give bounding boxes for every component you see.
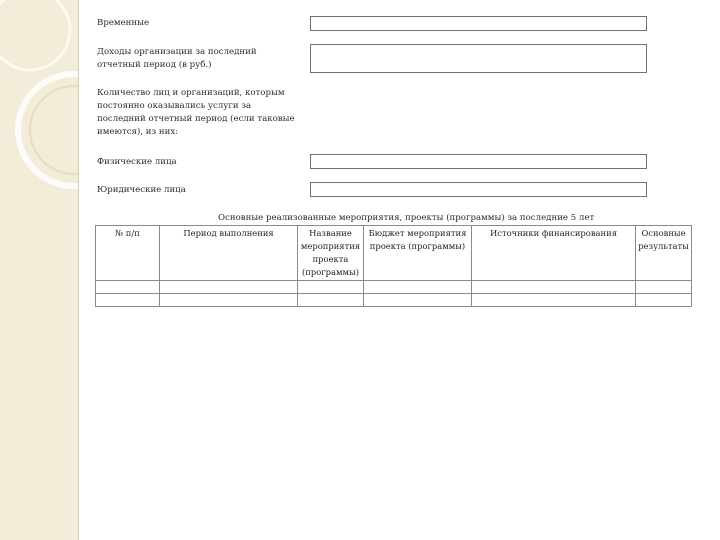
label-clients-count: Количество лиц и организаций, которым постоянно оказывались услуги за последний отчетный период (если таковые имеются), из них: [97,88,295,137]
table-header-row [96,226,692,281]
table-cell[interactable] [364,294,472,307]
table-cell[interactable] [298,294,364,307]
table-row [96,294,692,307]
projects-table [95,225,692,307]
label-individuals: Физические лица [97,157,177,167]
header-number: № п/п [96,226,160,281]
table-cell[interactable] [160,294,298,307]
decorative-side-strip [0,0,79,540]
decorative-circles-icon [0,0,78,540]
temporary-field[interactable] [310,16,647,31]
table-cell[interactable] [636,294,692,307]
table-caption: Основные реализованные мероприятия, проекты (программы) за последние 5 лет [218,213,595,223]
table-cell[interactable] [160,281,298,294]
income-field[interactable] [310,44,647,73]
table-cell[interactable] [472,281,636,294]
label-income: Доходы организации за последний отчетный период (в руб.) [97,47,257,70]
table-cell[interactable] [636,281,692,294]
table-row [96,281,692,294]
table-cell[interactable] [364,281,472,294]
table-cell[interactable] [96,294,160,307]
table-cell[interactable] [96,281,160,294]
label-legal-entities: Юридические лица [97,185,186,195]
header-results: Основные результаты [636,226,692,281]
label-temporary: Временные [97,18,150,28]
table-cell[interactable] [298,281,364,294]
individuals-field[interactable] [310,154,647,169]
legal-entities-field[interactable] [310,182,647,197]
header-project-name: Название мероприятия проекта (программы) [298,226,364,281]
header-period: Период выполнения [160,226,298,281]
header-funding-sources: Источники финансирования [472,226,636,281]
header-budget: Бюджет мероприятия проекта (программы) [364,226,472,281]
table-cell[interactable] [472,294,636,307]
